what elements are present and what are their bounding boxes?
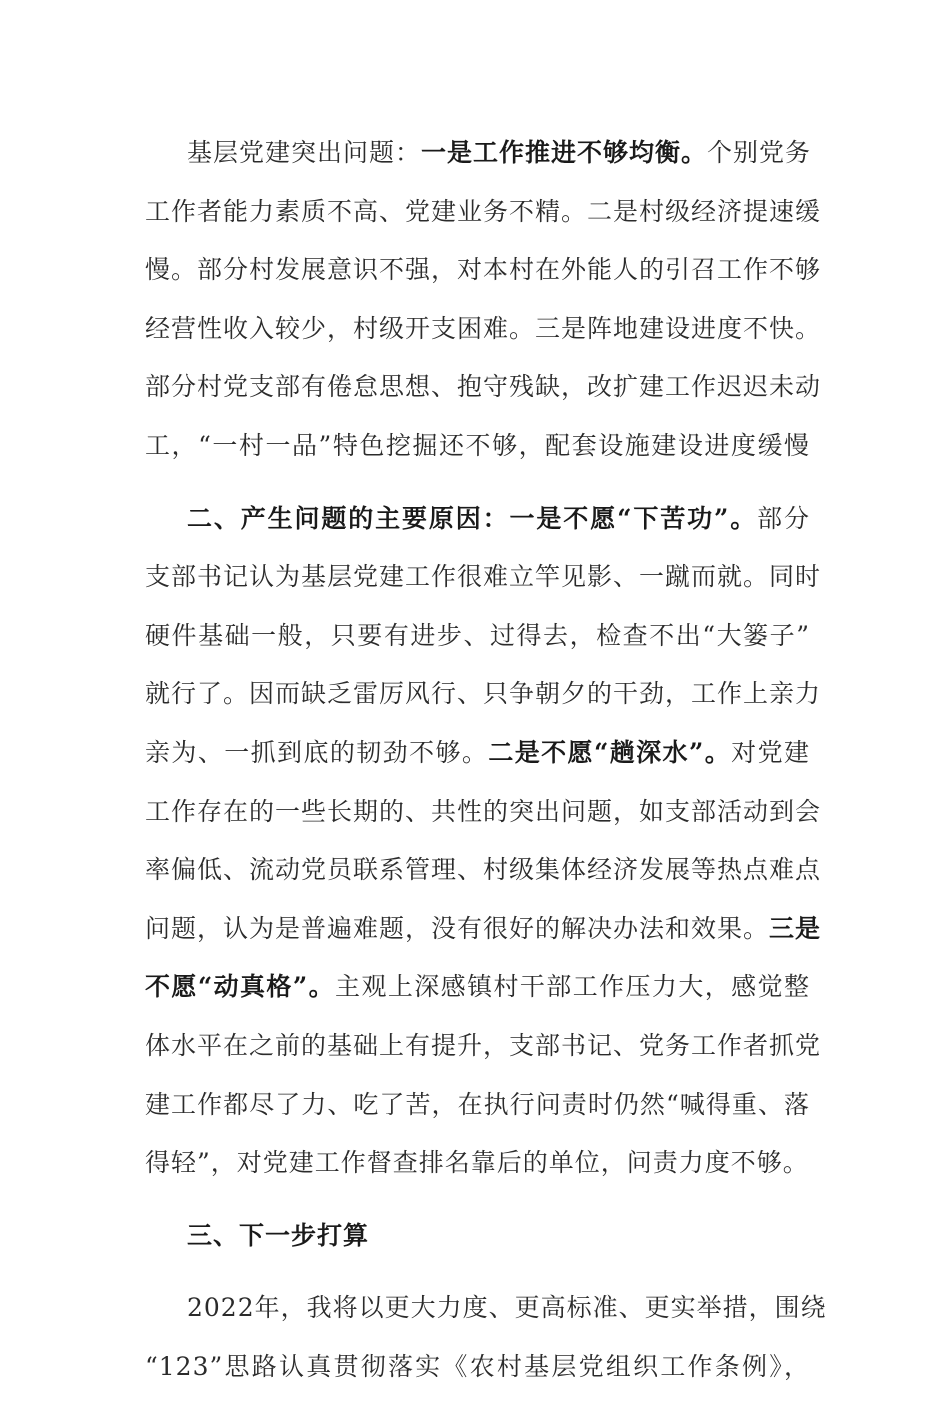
text-line (145, 130, 810, 189)
text-line (145, 613, 810, 672)
text-line (145, 1023, 822, 1082)
text-run: 支部书记认为基层党建工作很难立竿见影、一蹴而就。同时 (145, 562, 822, 592)
text-run: 工作者能力素质不高、党建业务不精。二是村级经济提速缓 (145, 196, 822, 226)
text-run: 问题，认为是普遍难题，没有很好的解决办法和效果。 (145, 913, 770, 943)
text-run-bold: 三是 (769, 913, 822, 943)
text-line (145, 189, 822, 248)
text-run: 建工作都尽了力、吃了苦，在执行问责时仍然“喊得重、落 (145, 1089, 810, 1119)
text-line (145, 671, 822, 730)
text-line (145, 306, 822, 365)
text-line (145, 247, 822, 306)
text-run-bold: 不愿“动真格”。 (145, 972, 336, 1002)
text-line (145, 554, 822, 613)
text-run: 部分村党支部有倦怠思想、抱守残缺，改扩建工作迟迟未动 (145, 372, 822, 402)
text-run: 2022年，我将以更大力度、更高标准、更实举措，围绕 (187, 1293, 827, 1323)
text-run: 个别党务 (707, 138, 812, 167)
text-run: 就行了。因而缺乏雷厉风行、只争朝夕的干劲，工作上亲力 (145, 679, 822, 709)
text-run: 亲为、一抓到底的韧劲不够。 (145, 737, 489, 767)
text-line (145, 1285, 827, 1344)
text-run: “123”思路认真贯彻落实《农村基层党组织工作条例》， (145, 1351, 810, 1381)
text-line (145, 364, 822, 423)
text-run-bold: 二、产生问题的主要原因：一是不愿“下苦功”。 (187, 503, 758, 533)
text-line (145, 423, 810, 482)
text-run: 对党建 (731, 737, 810, 767)
text-run: 硬件基础一般，只要有进步、过得去，检查不出“大篓子” (145, 620, 810, 650)
paragraph-causes (145, 496, 822, 1199)
text-run: 工作存在的一些长期的、共性的突出问题，如支部活动到会 (145, 796, 822, 826)
text-run: 体水平在之前的基础上有提升，支部书记、党务工作者抓党 (145, 1030, 822, 1060)
section-heading: 三、下一步打算 (187, 1220, 370, 1250)
text-line (145, 847, 822, 906)
text-run-bold: 一是工作推进不够均衡。 (421, 138, 708, 167)
text-run: 主观上深感镇村干部工作压力大，感觉整 (335, 972, 810, 1002)
document-page (145, 130, 827, 1402)
text-line (145, 1344, 810, 1402)
text-run: 率偏低、流动党员联系管理、村级集体经济发展等热点难点 (145, 855, 822, 885)
text-line (145, 906, 822, 965)
text-line (145, 1082, 810, 1141)
section-heading-next-steps (145, 1213, 810, 1272)
text-line (145, 496, 810, 555)
text-run: 经营性收入较少，村级开支困难。三是阵地建设进度不快。 (145, 313, 822, 343)
text-line (145, 730, 810, 789)
text-run: 得轻”，对党建工作督查排名靠后的单位，问责力度不够。 (145, 1148, 809, 1178)
text-run: 基层党建突出问题： (187, 138, 422, 167)
text-run: 慢。部分村发展意识不强，对本村在外能人的引召工作不够 (145, 255, 822, 285)
text-run-bold: 二是不愿“趟深水”。 (488, 737, 732, 767)
text-line (145, 1213, 810, 1272)
text-line (145, 1140, 810, 1199)
text-run: 工，“一村一品”特色挖掘还不够，配套设施建设进度缓慢 (145, 430, 810, 460)
text-line (145, 964, 810, 1023)
paragraph-basic-problems (145, 130, 822, 482)
text-line (145, 789, 822, 848)
text-run: 部分 (757, 503, 810, 533)
